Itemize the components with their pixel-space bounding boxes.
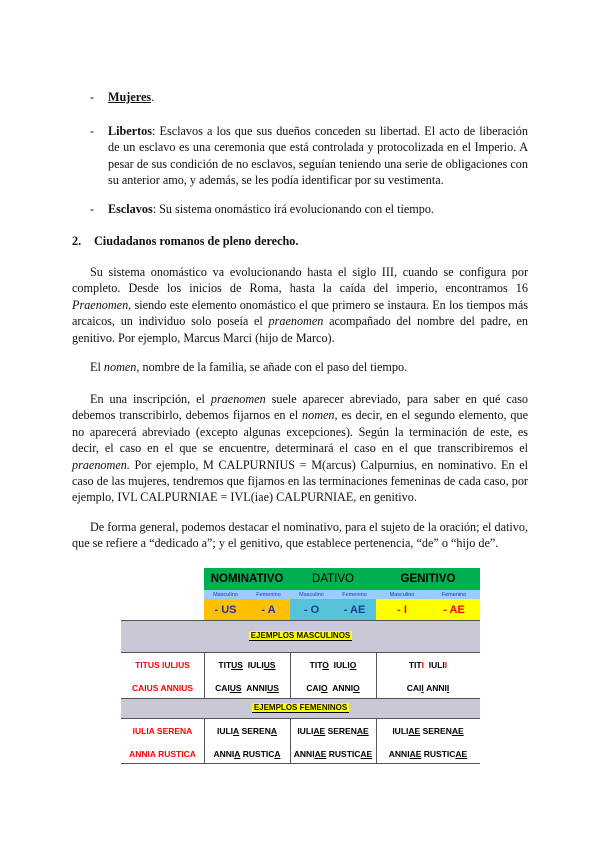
example-name: TITUS IULIUS (135, 660, 190, 670)
example-nom: TITUS IULIUS (218, 660, 276, 670)
ending-dat-f: - AE (333, 599, 376, 620)
header-dativo: DATIVO (290, 568, 376, 590)
bullet-dash: - (90, 124, 95, 138)
ending-nom-m: - US (204, 599, 247, 620)
ending-nom-f: - A (247, 599, 290, 620)
ending-gen-f: - AE (428, 599, 480, 620)
paragraph-3: En una inscripción, el praenomen suele aparecer abreviado, para saber en qué caso debemos transcribirlo, debemos fijarnos en el nomen, es decir, en el segundo elemento, que no aparecerá abreviado (excepto algunas excepciones). Según la terminación de este, es decir, el caso en el que se encuentre, determinará el caso en el que transcribiremos el praenomen. Por ejemplo, M CALPURNIUS = M(arcus) Calpurnius, en nominativo. En el caso de las mujeres, tendremos que fijarnos en las terminaciones femeninas de cada caso, por ejemplo, IVL CALPURNIAE = IVL(iae) CALPURNIAE, en genitivo. (72, 392, 528, 505)
gender-label: Femenino (333, 590, 376, 599)
header-nominativo: NOMINATIVO (204, 568, 290, 590)
banner-femeninos (121, 698, 480, 718)
header-genitivo: GENITIVO (376, 568, 480, 590)
ending-dat-m: - O (290, 599, 333, 620)
example-gen: CAII ANNII (406, 683, 450, 693)
table-rule (376, 718, 377, 764)
example-nom: IULIA SERENA (216, 725, 277, 736)
term-esclavos: Esclavos (108, 202, 153, 216)
example-gen: ANNIAE RUSTICAE (388, 748, 468, 759)
example-name: ANNIA RUSTICA (129, 748, 196, 759)
ending-gen-m: - I (376, 599, 428, 620)
declension-table (121, 568, 480, 764)
paragraph-2: El nomen, nombre de la familia, se añade con el paso del tiempo. (90, 360, 408, 374)
table-rule (290, 652, 291, 698)
banner-label: EJEMPLOS FEMENINOS (253, 703, 348, 712)
table-rule (121, 718, 480, 719)
table-rule (376, 652, 377, 698)
table-rule (290, 718, 291, 764)
paragraph-1: Su sistema onomástico va evolucionando hasta el siglo III, cuando se configura por completo. Desde los inicios de Roma, hasta la caída del imperio, encontramos 16 Praenomen, siendo este elemento onomástico el que primero se instaura. En los tiempos más arcaicos, un individuo solo poseía el praenomen acompañado del nombre del padre, en genitivo. Por ejemplo, Marcus Marci (hijo de Marco). (72, 265, 528, 345)
example-gen: IULIAE SERENAE (392, 725, 464, 736)
gender-label: Femenino (247, 590, 290, 599)
gender-label: Masculino (290, 590, 333, 599)
table-rule (121, 620, 480, 621)
bullet-dash: - (90, 90, 95, 104)
gender-label: Femenino (428, 590, 480, 599)
example-nom: CAIUS ANNIUS (215, 683, 279, 693)
gender-label: Masculino (204, 590, 247, 599)
table-corner (121, 568, 204, 620)
term-mujeres: Mujeres (108, 90, 152, 104)
bullet-dash: - (90, 202, 95, 216)
table-rule (121, 698, 480, 699)
example-name: IULIA SERENA (132, 725, 193, 736)
table-rule (121, 652, 480, 653)
table-rule (204, 652, 205, 698)
document-page: - Mujeres. - Libertos: Esclavos a los que sus dueños conceden su libertad. El acto de liberación de un esclavo es una ceremonia que está controlada y protocolizada en el Imperio. A pesar de sus condición de no esclavos, seguían teniendo una serie de obligaciones con su anterior amo, y además, se les podía identificar por su vestimenta. - Esclavos: Su sistema onomástico irá evolucionando con el tiempo. 2. Ciudadanos romanos de pleno derecho. Su sistema onomástico va evolucionando hasta el siglo III, cuando se configura por completo. Desde los inicios de Roma, hasta la caída del imperio, encontramos 16 Praenomen, siendo este elemento onomástico el que primero se instaura. En los tiempos más arcaicos, un individuo solo poseía el praenomen acompañado del nombre del padre, en genitivo. Por ejemplo, Marcus Marci (hijo de Marco). El nomen, nombre de la familia, se añade con el paso del tiempo. En una inscripción, el praenomen suele aparecer abreviado, para saber en qué caso debemos transcribirlo, debemos fijarnos en el nomen, es decir, en el segundo elemento, que no aparecerá abreviado (excepto algunas excepciones). Según la terminación de este, es decir, el caso en el que se encuentre, determinará el caso en el que transcribiremos el praenomen. Por ejemplo, M CALPURNIUS = M(arcus) Calpurnius, en nominativo. En el caso de las mujeres, tendremos que fijarnos en las terminaciones femeninas de cada caso, por ejemplo, IVL CALPURNIAE = IVL(iae) CALPURNIAE, en genitivo. De forma general, podemos destacar el nominativo, para el sujeto de la oración; el dativo, que se refiere a “dedicado a”; y el genitivo, que establece pertenencia, “de” o “hijo de”. NOMINATIVO DATIVO GENITIVO Masculino Femenino Masculino Femenino Masculino Femenino - US - A - O - AE - I - AE EJEMPLOS MASCULINOS TITUS IULIUS TITUS IULIUS TITO IULIO TITI IULII CAIUS ANNIUS CAIUS ANNIUS CAIO ANNIO CAII ANNII EJEMPLOS FEMENINOS IULIA SERENA IULIA SERENA IULIAE SERENAE IULIAE SERENAE ANNIA RUSTICA ANNIA RUSTICA ANNIAE RUSTICAE ANNIAE RUSTICAE (0, 0, 600, 848)
example-dat: IULIAE SERENAE (297, 725, 369, 736)
example-dat: CAIO ANNIO (306, 683, 360, 693)
example-nom: ANNIA RUSTICA (213, 748, 281, 759)
banner-masculinos (121, 620, 480, 652)
table-rule (121, 763, 480, 764)
example-gen: TITI IULII (408, 660, 448, 670)
gender-label: Masculino (376, 590, 428, 599)
term-libertos: Libertos (108, 124, 153, 138)
example-name: CAIUS ANNIUS (131, 683, 194, 693)
table-rule (204, 718, 205, 764)
paragraph-4: De forma general, podemos destacar el nominativo, para el sujeto de la oración; el dativo, que se refiere a “dedicado a”; y el genitivo, que establece pertenencia, “de” o “hijo de”. (72, 520, 528, 551)
example-dat: ANNIAE RUSTICAE (293, 748, 373, 759)
example-dat: TITO IULIO (309, 660, 357, 670)
banner-label: EJEMPLOS MASCULINOS (250, 631, 351, 640)
